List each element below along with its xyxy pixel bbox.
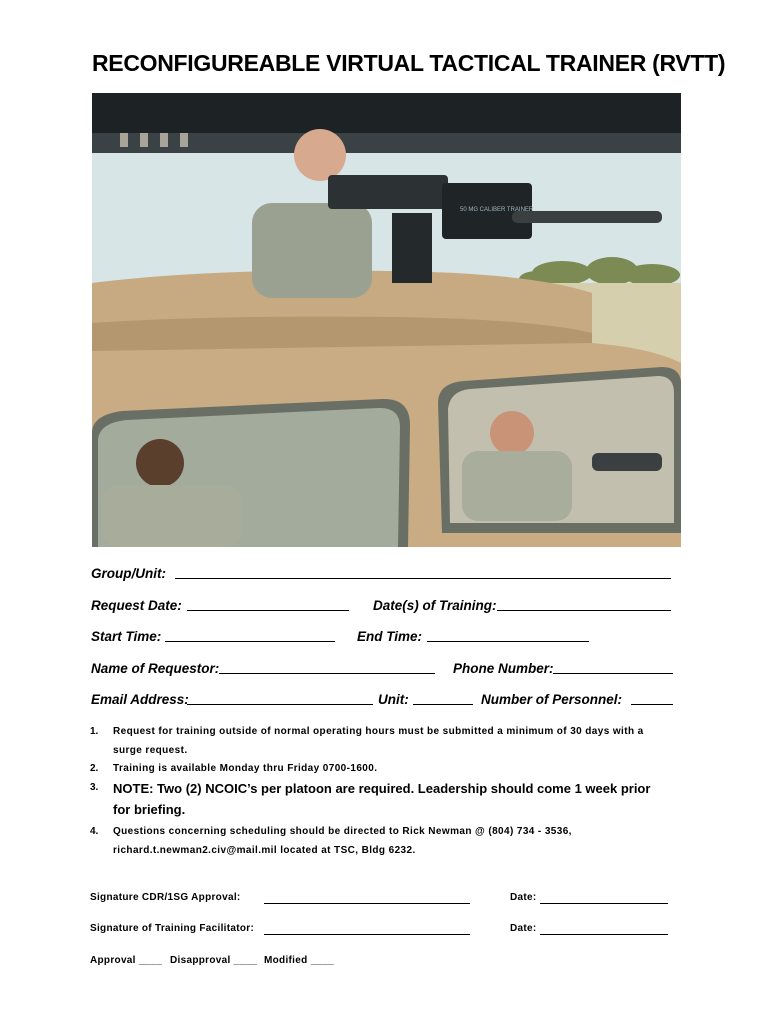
number-of-personnel-label: Number of Personnel: <box>481 692 623 707</box>
start-time-label: Start Time: <box>91 629 162 644</box>
modified-option[interactable]: Modified ____ <box>264 955 335 966</box>
facilitator-signature-field[interactable] <box>264 923 470 935</box>
gunner-head <box>294 129 346 181</box>
passenger-torso <box>462 451 572 521</box>
note-line: NOTE: Two (2) NCOIC’s per platoon are required. Leadership should come 1 week prior <box>113 781 651 796</box>
number-of-personnel-field[interactable] <box>631 692 673 705</box>
name-of-requestor-label: Name of Requestor: <box>91 661 220 676</box>
simulator-scene <box>92 93 681 547</box>
cdr-approval-row <box>90 892 680 906</box>
note-number: 2. <box>90 763 99 774</box>
unit-label: Unit: <box>378 692 409 707</box>
start-time-field[interactable] <box>165 629 335 642</box>
date-label: Date: <box>510 892 537 903</box>
note-line: surge request. <box>113 745 188 756</box>
note-text: Training is available Monday thru Friday 0700-1600. <box>113 763 378 774</box>
email-address-field[interactable] <box>187 692 373 705</box>
note-text <box>113 722 673 760</box>
approval-option[interactable]: Approval ____ <box>90 955 163 966</box>
note-line: Request for training outside of normal operating hours must be submitted a minimum of 30 days with a <box>113 726 644 737</box>
note-line: for briefing. <box>113 802 186 817</box>
note-line: richard.t.newman2.civ@mail.mil located at TSC, Bldg 6232. <box>113 845 416 856</box>
group-unit-label: Group/Unit: <box>91 566 166 581</box>
cdr-approval-signature-field[interactable] <box>264 892 470 904</box>
dates-of-training-field[interactable] <box>497 598 671 611</box>
note-line: Questions concerning scheduling should be directed to Rick Newman @ (804) 734 - 3536, <box>113 826 572 837</box>
date-label: Date: <box>510 923 537 934</box>
request-date-field[interactable] <box>187 598 349 611</box>
facilitator-date-field[interactable] <box>540 923 668 935</box>
note-number: 1. <box>90 726 99 737</box>
phone-number-label: Phone Number: <box>453 661 554 676</box>
driver-torso <box>102 485 242 547</box>
group-unit-row <box>91 566 681 586</box>
name-of-requestor-field[interactable] <box>219 661 435 674</box>
phone-number-field[interactable] <box>553 661 673 674</box>
note-text <box>113 822 673 860</box>
weapon-label: 50 MG CALIBER TRAINER <box>460 207 534 213</box>
facilitator-row <box>90 923 680 937</box>
note-text <box>113 778 673 820</box>
unit-field[interactable] <box>413 692 473 705</box>
decision-row <box>90 955 490 969</box>
passenger-head <box>490 411 534 455</box>
dates-of-training-label: Date(s) of Training: <box>373 598 497 613</box>
requestor-row <box>91 661 681 681</box>
note-number: 4. <box>90 826 99 837</box>
end-time-label: End Time: <box>357 629 423 644</box>
facilitator-label: Signature of Training Facilitator: <box>90 923 255 934</box>
page-title: RECONFIGUREABLE VIRTUAL TACTICAL TRAINER (RVTT) <box>92 50 726 76</box>
note-number: 3. <box>90 782 99 793</box>
time-row <box>91 629 681 649</box>
rvtt-photo <box>92 93 681 547</box>
group-unit-field[interactable] <box>175 566 671 579</box>
email-row <box>91 692 681 712</box>
gunner-torso <box>252 203 372 298</box>
cdr-approval-label: Signature CDR/1SG Approval: <box>90 892 241 903</box>
cdr-approval-date-field[interactable] <box>540 892 668 904</box>
request-date-label: Request Date: <box>91 598 182 613</box>
end-time-field[interactable] <box>427 629 589 642</box>
email-address-label: Email Address: <box>91 692 189 707</box>
disapproval-option[interactable]: Disapproval ____ <box>170 955 258 966</box>
request-date-row <box>91 598 681 618</box>
driver-head <box>136 439 184 487</box>
